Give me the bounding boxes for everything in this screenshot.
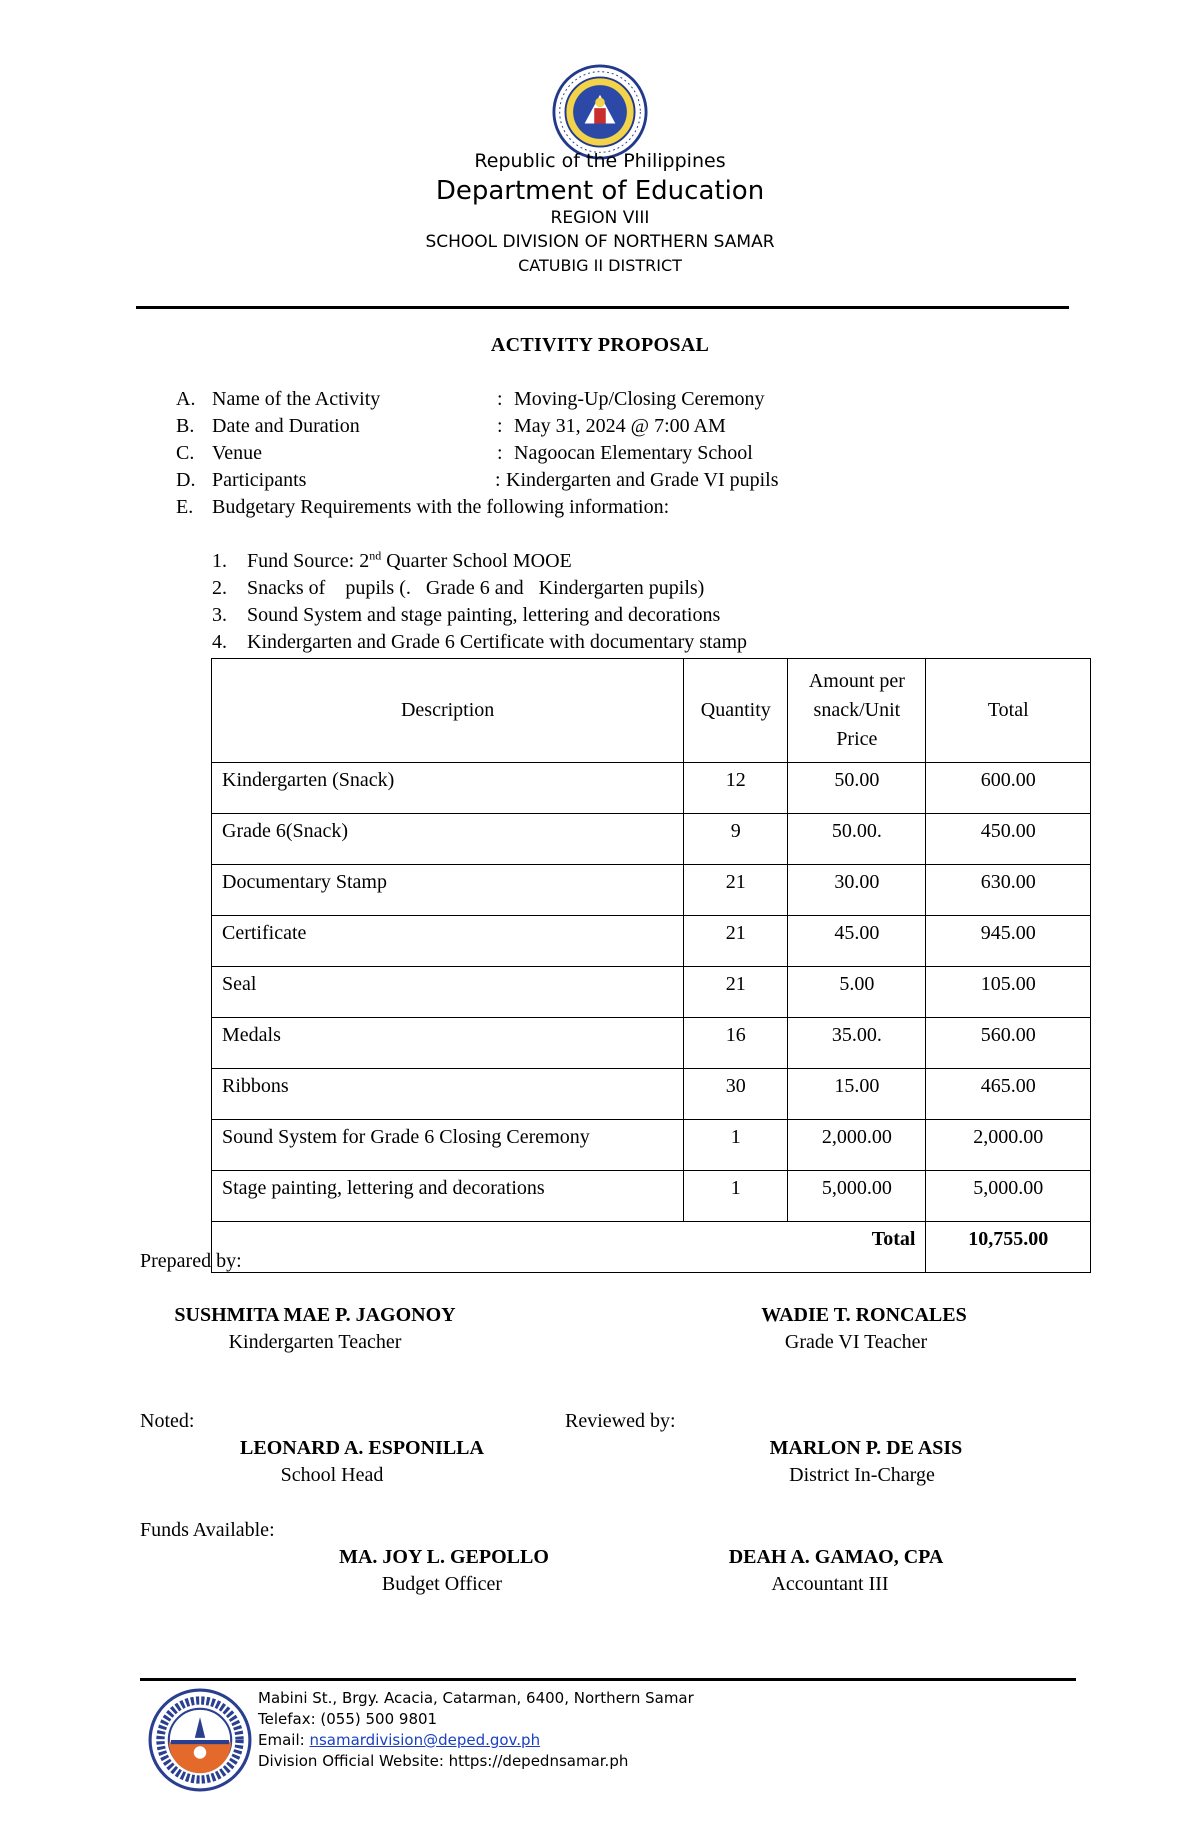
cell-description: Medals (212, 1018, 684, 1069)
detail-label: Venue (212, 442, 262, 464)
detail-value: Moving-Up/Closing Ceremony (514, 388, 765, 410)
noted-label: Noted: (140, 1410, 195, 1432)
table-header-row (212, 659, 1091, 763)
detail-label: Name of the Activity (212, 388, 381, 410)
cell-amount: 45.00 (788, 916, 926, 967)
cell-description: Certificate (212, 916, 684, 967)
budget-list-item (0, 602, 1200, 629)
cell-amount: 50.00. (788, 814, 926, 865)
header-amount: Amount per snack/Unit Price (788, 659, 926, 763)
detail-letter: B. (176, 415, 195, 437)
table-row (212, 763, 1091, 814)
list-text: Snacks of pupils (. Grade 6 and Kindergarten pupils) (247, 577, 705, 599)
header-division: SCHOOL DIVISION OF NORTHERN SAMAR (425, 232, 775, 252)
signatory-title: Accountant III (771, 1573, 889, 1595)
cell-total: 5,000.00 (926, 1171, 1091, 1222)
cell-amount: 15.00 (788, 1069, 926, 1120)
cell-quantity: 1 (684, 1120, 788, 1171)
signatory-name: DEAH A. GAMAO, CPA (728, 1546, 944, 1568)
list-text: Sound System and stage painting, lettering and decorations (247, 604, 721, 626)
cell-quantity: 21 (684, 916, 788, 967)
detail-colon: : (497, 415, 503, 437)
table-total-row (212, 1222, 1091, 1273)
cell-description: Seal (212, 967, 684, 1018)
detail-label: Budgetary Requirements with the following information: (212, 496, 670, 518)
cell-quantity: 21 (684, 967, 788, 1018)
signatory-name: LEONARD A. ESPONILLA (240, 1437, 484, 1459)
detail-row (0, 413, 1200, 440)
detail-value: Nagoocan Elementary School (514, 442, 753, 464)
footer-website: Division Official Website: https://depednsamar.ph (258, 1752, 629, 1770)
list-number: 4. (212, 631, 227, 653)
detail-label: Participants (212, 469, 307, 491)
detail-row (0, 467, 1200, 494)
table-row (212, 1171, 1091, 1222)
budget-list-item (0, 548, 1200, 575)
detail-colon: : (497, 442, 503, 464)
cell-amount: 30.00 (788, 865, 926, 916)
list-text: Kindergarten and Grade 6 Certificate with documentary stamp (247, 631, 748, 653)
cell-total: 600.00 (926, 763, 1091, 814)
cell-total: 945.00 (926, 916, 1091, 967)
detail-letter: D. (176, 469, 196, 491)
header-department: Department of Education (435, 176, 765, 206)
signatory-title: School Head (280, 1464, 384, 1486)
reviewed-label: Reviewed by: (565, 1410, 676, 1432)
prepared-by-label: Prepared by: (140, 1250, 242, 1272)
table-row (212, 1018, 1091, 1069)
cell-quantity: 16 (684, 1018, 788, 1069)
header-region: REGION VIII (550, 208, 650, 228)
signatory-title: Kindergarten Teacher (228, 1331, 402, 1353)
detail-row (0, 386, 1200, 413)
cell-quantity: 30 (684, 1069, 788, 1120)
list-number: 2. (212, 577, 227, 599)
cell-amount: 50.00 (788, 763, 926, 814)
detail-row (0, 494, 1200, 521)
budget-list-item (0, 629, 1200, 656)
detail-row (0, 440, 1200, 467)
footer-email-label: Email: (258, 1731, 310, 1749)
budget-list-item (0, 575, 1200, 602)
detail-letter: C. (176, 442, 195, 464)
document-title: ACTIVITY PROPOSAL (490, 334, 710, 356)
footer-telefax: Telefax: (055) 500 9801 (258, 1710, 438, 1728)
table-row (212, 1120, 1091, 1171)
cell-quantity: 21 (684, 865, 788, 916)
cell-total: 630.00 (926, 865, 1091, 916)
cell-description: Ribbons (212, 1069, 684, 1120)
list-number: 1. (212, 550, 227, 572)
detail-label: Date and Duration (212, 415, 360, 437)
signatory-name: MARLON P. DE ASIS (769, 1437, 963, 1459)
footer-email-link[interactable]: nsamardivision@deped.gov.ph (309, 1731, 541, 1749)
header-quantity: Quantity (684, 659, 788, 763)
table-row (212, 814, 1091, 865)
signatory-title: Grade VI Teacher (784, 1331, 928, 1353)
table-row (212, 967, 1091, 1018)
signatory-name: WADIE T. RONCALES (761, 1304, 967, 1326)
table-row (212, 865, 1091, 916)
cell-amount: 5.00 (788, 967, 926, 1018)
header-district: CATUBIG II DISTRICT (518, 256, 682, 275)
cell-total: 2,000.00 (926, 1120, 1091, 1171)
cell-description: Stage painting, lettering and decorations (212, 1171, 684, 1222)
budget-table (211, 658, 1091, 1273)
signatory-name: SUSHMITA MAE P. JAGONOY (174, 1304, 456, 1326)
cell-quantity: 12 (684, 763, 788, 814)
detail-letter: E. (176, 496, 194, 518)
footer-address: Mabini St., Brgy. Acacia, Catarman, 6400, Northern Samar (258, 1689, 694, 1707)
cell-description: Sound System for Grade 6 Closing Ceremony (212, 1120, 684, 1171)
list-number: 3. (212, 604, 227, 626)
cell-description: Documentary Stamp (212, 865, 684, 916)
total-label: Total (788, 1222, 926, 1273)
footer-email-line (258, 1730, 540, 1751)
detail-value: Kindergarten and Grade VI pupils (506, 469, 779, 491)
division-logo-icon (148, 1688, 252, 1792)
cell-total: 465.00 (926, 1069, 1091, 1120)
table-row (212, 916, 1091, 967)
detail-colon: : (497, 388, 503, 410)
cell-total: 450.00 (926, 814, 1091, 865)
total-blank (212, 1222, 788, 1273)
signatory-name: MA. JOY L. GEPOLLO (339, 1546, 549, 1568)
deped-seal-icon (552, 64, 648, 160)
detail-letter: A. (176, 388, 196, 410)
cell-description: Grade 6(Snack) (212, 814, 684, 865)
header-divider (136, 306, 1069, 309)
cell-total: 105.00 (926, 967, 1091, 1018)
cell-total: 560.00 (926, 1018, 1091, 1069)
header-description: Description (212, 659, 684, 763)
signatory-title: Budget Officer (381, 1573, 503, 1595)
header-republic: Republic of the Philippines (474, 150, 726, 172)
list-text: Fund Source: 2nd Quarter School MOOE (247, 548, 572, 572)
grand-total: 10,755.00 (926, 1222, 1091, 1273)
footer-divider (140, 1678, 1076, 1681)
cell-amount: 35.00. (788, 1018, 926, 1069)
cell-amount: 2,000.00 (788, 1120, 926, 1171)
cell-quantity: 1 (684, 1171, 788, 1222)
cell-amount: 5,000.00 (788, 1171, 926, 1222)
header-total: Total (926, 659, 1091, 763)
funds-available-label: Funds Available: (140, 1519, 275, 1541)
table-row (212, 1069, 1091, 1120)
signatory-title: District In-Charge (789, 1464, 935, 1486)
cell-quantity: 9 (684, 814, 788, 865)
detail-colon: : (495, 469, 501, 491)
cell-description: Kindergarten (Snack) (212, 763, 684, 814)
detail-value: May 31, 2024 @ 7:00 AM (514, 415, 726, 437)
